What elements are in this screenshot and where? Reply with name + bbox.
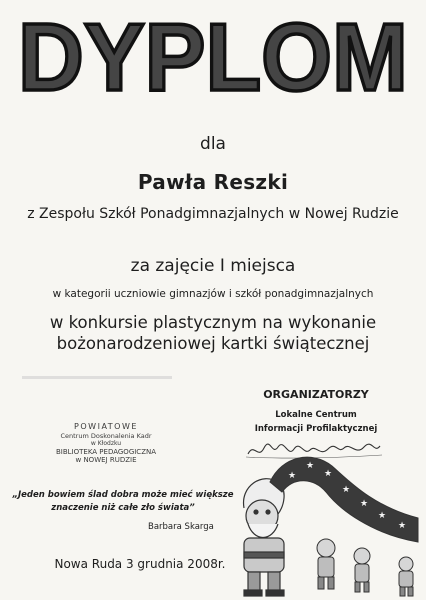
starry-banner xyxy=(270,457,418,542)
svg-text:★: ★ xyxy=(324,469,333,479)
svg-text:★: ★ xyxy=(360,499,369,509)
dla-label: dla xyxy=(200,134,226,154)
category-line: w kategorii uczniowie gimnazjów i szkół ponadgimnazjalnych xyxy=(52,288,374,300)
stamp-line-5: w NOWEJ RUDZIE xyxy=(75,456,137,464)
svg-text:★: ★ xyxy=(288,471,297,481)
organizer-line-1: Lokalne Centrum xyxy=(275,410,357,420)
svg-text:★: ★ xyxy=(378,511,387,521)
stamp-line-3: w Kłodzku xyxy=(90,440,122,447)
stamp-line-4: BIBLIOTEKA PEDAGOGICZNA xyxy=(55,448,157,456)
svg-text:★: ★ xyxy=(342,485,351,495)
contest-line-2: bożonarodzeniowej kartki świątecznej xyxy=(56,334,370,353)
title-text: DYPLOM xyxy=(18,6,408,111)
quote-author: Barbara Skarga xyxy=(148,522,214,532)
school-line: z Zespołu Szkół Ponadgimnazjalnych w Nowej Rudzie xyxy=(27,206,399,222)
place-line: za zajęcie I miejsca xyxy=(130,256,296,276)
stamp-line-2: Centrum Doskonalenia Kadr xyxy=(60,432,152,440)
diploma-title xyxy=(10,6,416,116)
organizer-line-2: Informacji Profilaktycznej xyxy=(254,424,378,434)
quote-line-1: „Jeden bowiem ślad dobra może mieć większe xyxy=(12,490,234,500)
recipient-name: Pawła Reszki xyxy=(137,170,289,194)
large-santa-figure xyxy=(244,479,285,596)
library-stamp xyxy=(20,422,192,474)
small-santa-figures xyxy=(317,539,413,596)
svg-text:★: ★ xyxy=(398,521,407,531)
faint-stamp-mark xyxy=(22,374,172,382)
svg-text:★: ★ xyxy=(306,461,315,471)
issue-date: Nowa Ruda 3 grudnia 2008r. xyxy=(54,557,226,571)
contest-line-1: w konkursie plastycznym na wykonanie xyxy=(49,313,377,332)
quote-line-2: znaczenie niż całe zło świata” xyxy=(51,503,195,513)
santa-banner-illustration xyxy=(222,446,426,600)
organizers-heading: ORGANIZATORZY xyxy=(263,388,369,401)
stamp-line-1: POWIATOWE xyxy=(74,422,138,431)
